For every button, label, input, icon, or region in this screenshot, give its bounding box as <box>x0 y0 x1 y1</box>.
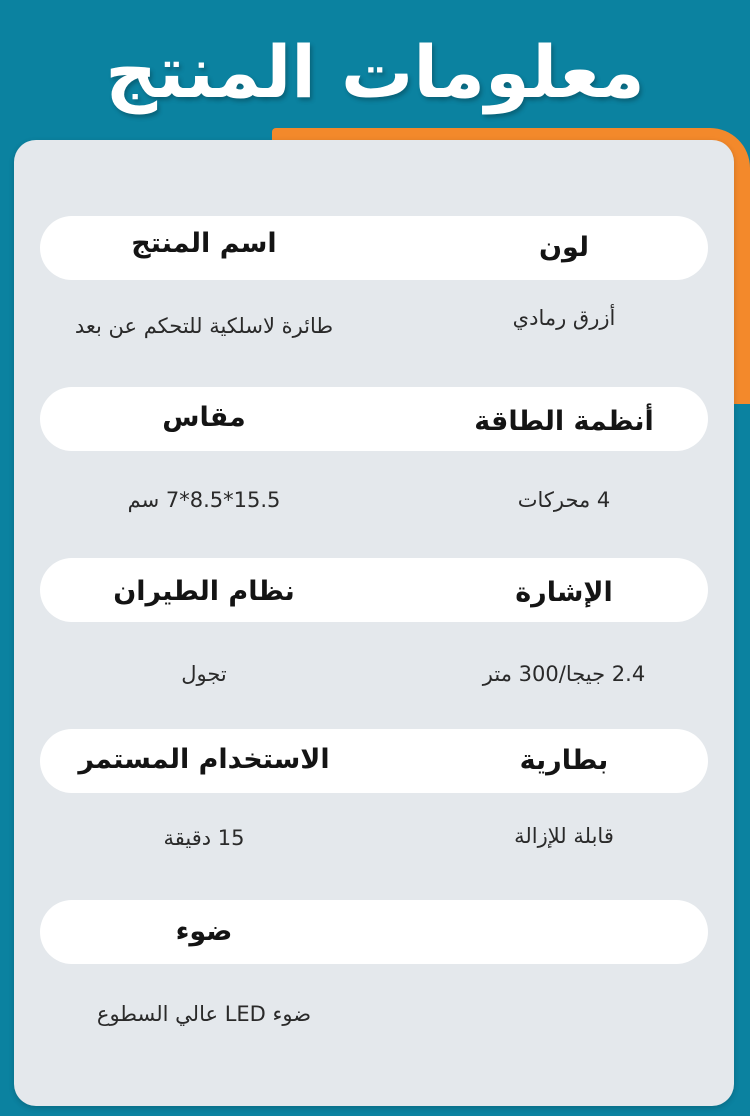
signal-label: الإشارة <box>515 577 613 608</box>
continuous-use-label: الاستخدام المستمر <box>78 744 330 775</box>
info-card <box>14 140 734 1106</box>
battery-label: بطارية <box>519 745 609 776</box>
flight-system-label: نظام الطيران <box>113 576 295 607</box>
power-systems-label: أنظمة الطاقة <box>474 406 654 437</box>
power-systems-value: 4 محركات <box>517 488 611 512</box>
color-value: أزرق رمادي <box>512 306 616 330</box>
size-label: مقاس <box>162 402 246 433</box>
page-title: معلومات المنتج <box>105 30 645 114</box>
light-label: ضوء <box>175 916 233 947</box>
size-value: 15.5*8.5*7 سم <box>127 488 281 512</box>
product-name-label: اسم المنتج <box>131 228 277 259</box>
continuous-use-value: 15 دقيقة <box>163 826 245 850</box>
battery-value: قابلة للإزالة <box>514 824 614 848</box>
color-label: لون <box>538 232 590 263</box>
flight-system-value: تجول <box>181 662 227 686</box>
signal-value: 2.4 جيجا/300 متر <box>482 662 646 686</box>
product-name-value: طائرة لاسلكية للتحكم عن بعد <box>74 314 334 338</box>
light-value: ضوء LED عالي السطوع <box>96 1002 312 1026</box>
